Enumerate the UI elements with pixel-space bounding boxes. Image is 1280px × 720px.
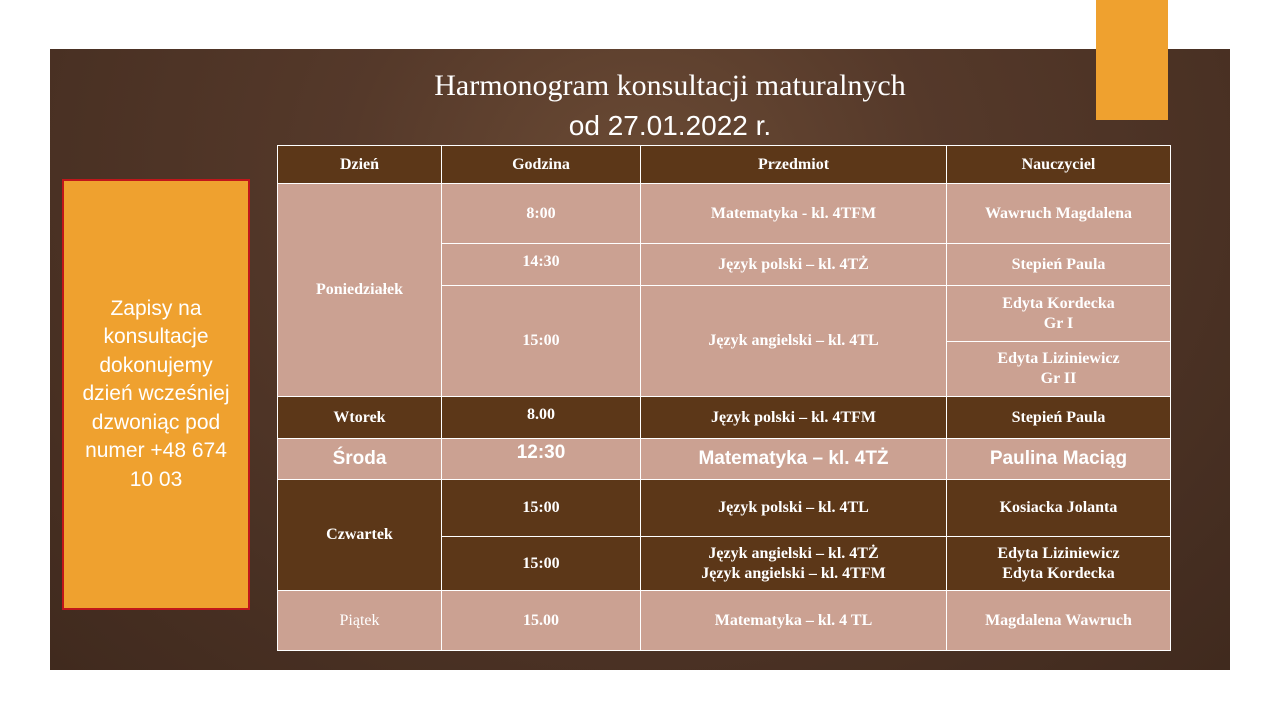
title-line-2: od 27.01.2022 r. — [568, 110, 772, 141]
header-time: Godzina — [442, 146, 641, 184]
teacher-cell: Kosiacka Jolanta — [947, 480, 1171, 537]
subject-cell: Matematyka – kl. 4TŻ — [641, 439, 947, 480]
header-day: Dzień — [278, 146, 442, 184]
teacher-group: Gr II — [1040, 370, 1077, 387]
subject-cell — [641, 537, 947, 591]
teacher-cell: Stepień Paula — [947, 244, 1171, 286]
subject-cell: Język polski – kl. 4TFM — [641, 397, 947, 439]
day-cell-tuesday: Wtorek — [278, 397, 442, 439]
time-cell: 8:00 — [442, 184, 641, 244]
time-cell: 15:00 — [442, 480, 641, 537]
subject-cell: Język angielski – kl. 4TL — [641, 286, 947, 397]
teacher-group: Gr I — [1043, 314, 1074, 332]
teacher-cell — [947, 286, 1171, 342]
table-header-row — [278, 146, 1171, 184]
header-teacher: Nauczyciel — [947, 146, 1171, 184]
time-cell: 12:30 — [442, 439, 641, 480]
table-row — [278, 591, 1171, 651]
subject-cell: Język polski – kl. 4TL — [641, 480, 947, 537]
day-cell-thursday: Czwartek — [278, 480, 442, 591]
subject-cell: Matematyka - kl. 4TFM — [641, 184, 947, 244]
day-cell-wednesday: Środa — [278, 439, 442, 480]
subject-cell: Język polski – kl. 4TŻ — [641, 244, 947, 286]
teacher-cell: Magdalena Wawruch — [947, 591, 1171, 651]
table-row — [278, 397, 1171, 439]
teacher-name: Edyta Liziniewicz — [997, 350, 1120, 367]
time-cell: 8.00 — [442, 397, 641, 439]
slide-title — [280, 66, 1060, 146]
teacher-name: Edyta Liziniewicz — [997, 544, 1120, 562]
subject-line: Język angielski – kl. 4TFM — [701, 564, 886, 582]
time-cell: 14:30 — [442, 244, 641, 286]
table-row — [278, 439, 1171, 480]
schedule-table — [277, 145, 1171, 651]
teacher-cell: Wawruch Magdalena — [947, 184, 1171, 244]
accent-tab — [1096, 0, 1168, 120]
teacher-cell — [947, 342, 1171, 397]
table-row — [278, 184, 1171, 244]
registration-info-box — [62, 179, 250, 610]
time-cell: 15:00 — [442, 286, 641, 397]
registration-info-text: Zapisy na konsultacje dokonujemy dzień wcześniej dzwoniąc pod numer +48 674 10 03 — [82, 296, 230, 491]
day-cell-monday: Poniedziałek — [278, 184, 442, 397]
subject-cell: Matematyka – kl. 4 TL — [641, 591, 947, 651]
teacher-cell: Paulina Maciąg — [947, 439, 1171, 480]
teacher-cell — [947, 537, 1171, 591]
table-row — [278, 480, 1171, 537]
teacher-name: Edyta Kordecka — [1002, 564, 1115, 582]
time-cell: 15:00 — [442, 537, 641, 591]
day-cell-friday: Piątek — [278, 591, 442, 651]
subject-line: Język angielski – kl. 4TŻ — [708, 544, 879, 562]
title-line-1: Harmonogram konsultacji maturalnych — [434, 69, 906, 102]
teacher-name: Edyta Kordecka — [1002, 294, 1115, 312]
teacher-cell: Stepień Paula — [947, 397, 1171, 439]
time-cell: 15.00 — [442, 591, 641, 651]
header-subject: Przedmiot — [641, 146, 947, 184]
